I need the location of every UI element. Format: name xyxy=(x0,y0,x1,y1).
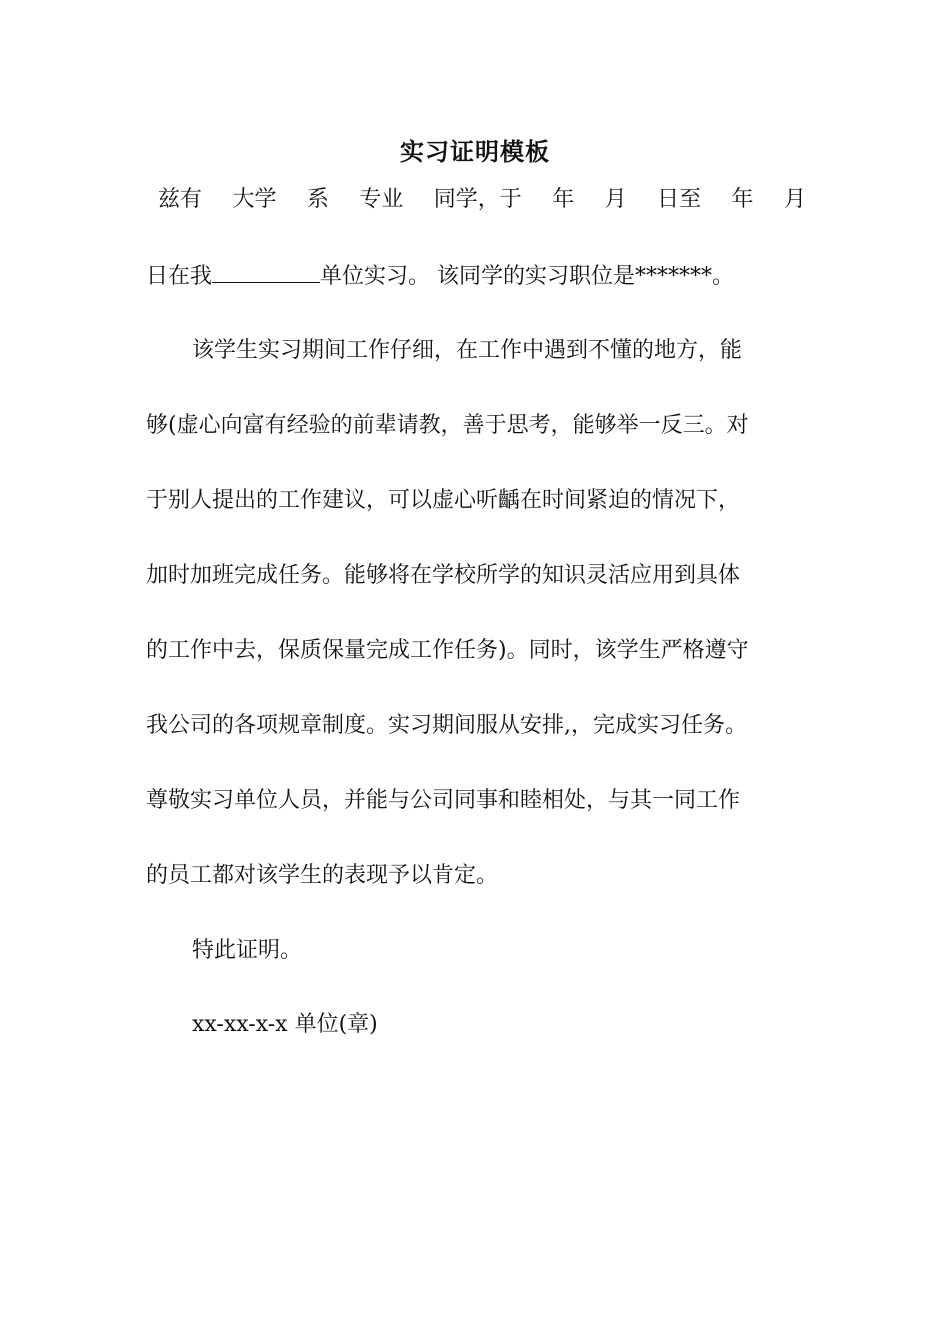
body-line: 尊敬实习单位人员，并能与公司同事和睦相处，与其一同工作 xyxy=(146,788,741,813)
intro-line-1 xyxy=(158,183,806,217)
intro-line-2-prefix: 日在我 xyxy=(146,264,213,289)
intro-word: 大学 xyxy=(232,187,277,212)
intro-word: 日至 xyxy=(657,187,702,212)
body-line: 的员工都对该学生的表现予以肯定。 xyxy=(146,863,499,888)
intro-line-2 xyxy=(146,258,806,294)
intro-word: 年 xyxy=(552,187,575,212)
body-line: 加时加班完成任务。能够将在学校所学的知识灵活应用到具体 xyxy=(146,563,741,588)
body-line: 我公司的各项规章制度。实习期间服从安排,，完成实习任务。 xyxy=(146,713,747,738)
intro-word: 月 xyxy=(604,187,627,212)
body-line: 于别人提出的工作建议，可以虚心听齲在时间紧迫的情况下， xyxy=(146,488,741,513)
body-line: 该学生实习期间工作仔细，在工作中遇到不懂的地方，能 xyxy=(192,338,743,363)
intro-word: 同学，于 xyxy=(433,187,522,212)
intro-word: 月 xyxy=(783,187,806,212)
body-line: 的工作中去，保质保量完成工作任务)。同时，该学生严格遵守 xyxy=(146,638,749,663)
intro-word: 系 xyxy=(306,187,329,212)
intro-word: 专业 xyxy=(359,187,404,212)
closing-text: 特此证明。 xyxy=(192,938,303,963)
intro-word: 兹有 xyxy=(158,187,203,212)
body-line: 够(虚心向富有经验的前辈请教，善于思考，能够举一反三。对 xyxy=(146,413,749,438)
document-title: 实习证明模板 xyxy=(400,137,550,166)
company-name-blank xyxy=(212,258,320,283)
intro-line-2-suffix: 单位实习。 该同学的实习职位是*******。 xyxy=(320,264,735,289)
intro-word: 年 xyxy=(731,187,754,212)
signature-line: xx-xx-x-x 单位(章) xyxy=(192,1012,378,1037)
